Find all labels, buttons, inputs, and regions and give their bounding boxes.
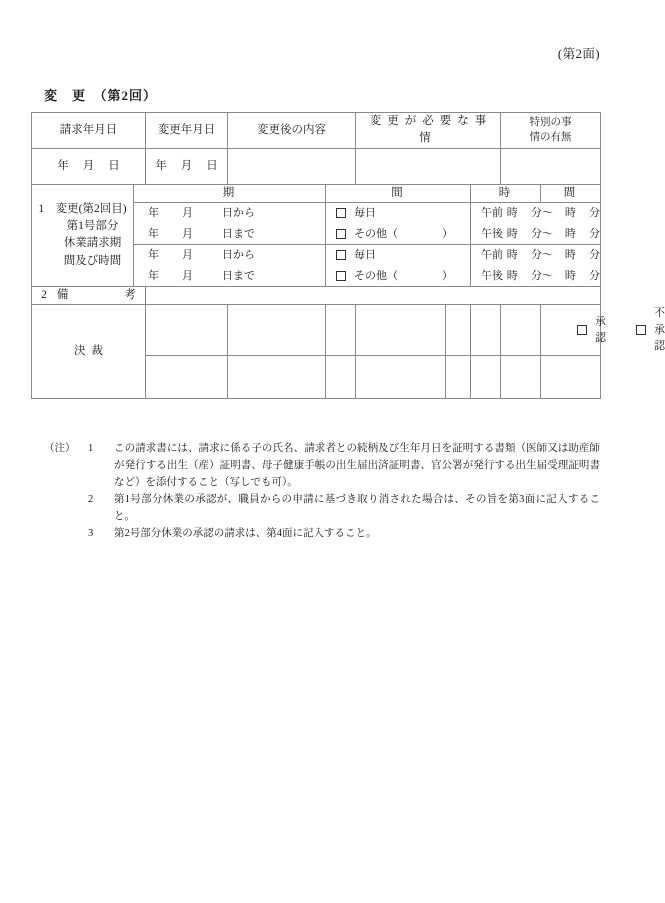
note-text: 第2号部分休業の承認の請求は、第4面に記入すること。	[114, 528, 377, 539]
note-number: 1	[88, 443, 94, 454]
time-1-pm-min2: 分	[588, 227, 600, 240]
frequency-1-other[interactable]	[326, 224, 470, 245]
time-2-am-hour2: 時	[564, 249, 576, 261]
leave-period-1-from	[134, 203, 325, 224]
change-content-field[interactable]	[228, 148, 356, 184]
period-2-to-day: 日まで	[222, 269, 255, 282]
approval-signature-cell-2[interactable]	[228, 355, 326, 398]
change-date-day: 日	[206, 159, 218, 172]
approval-disapprove-option[interactable]	[636, 305, 665, 355]
frequency-2-other-label: その他（ ）	[354, 269, 453, 282]
approval-label: 決裁	[32, 305, 146, 399]
time-2-pm-hour2: 時	[564, 269, 576, 282]
time-header-left: 時	[471, 184, 541, 202]
approval-approve-option[interactable]	[577, 314, 606, 347]
section-title: 変 更 （第2回）	[44, 88, 158, 103]
note-item	[44, 525, 600, 542]
time-1-pm-hour1: 時	[506, 227, 518, 240]
time-1-am-min2: 分	[588, 207, 600, 219]
time-2-am-min1: 分〜	[530, 249, 553, 261]
approval-stamp-cell-1[interactable]	[146, 305, 228, 356]
time-1-am	[471, 203, 600, 224]
approval-stamp-cell-3[interactable]	[326, 305, 356, 356]
time-1-pm	[471, 224, 600, 245]
time-2-pm-min2: 分	[588, 269, 600, 282]
approval-signature-cell-5[interactable]	[446, 355, 471, 398]
period-2-to-year: 年	[148, 269, 159, 282]
claim-date-field[interactable]	[32, 148, 146, 184]
header-special-line2: 情の有無	[529, 132, 572, 144]
leave-period-1[interactable]	[134, 203, 326, 245]
period-1-to-day: 日まで	[222, 227, 255, 240]
time-1-am-hour1: 時	[506, 207, 518, 219]
time-2-am	[471, 245, 600, 266]
time-1-pm-min1: 分〜	[530, 227, 553, 240]
leave-label-line2: 第1号部分	[66, 220, 119, 233]
period-1-to-month: 月	[182, 227, 193, 240]
leave-frequency-1[interactable]	[326, 203, 471, 245]
period-2-from-day: 日から	[222, 249, 255, 261]
change-date-field[interactable]	[146, 148, 228, 184]
time-2-pm-hour1: 時	[506, 269, 518, 282]
leave-frequency-2[interactable]	[326, 245, 471, 287]
time-2-pm-min1: 分〜	[530, 269, 553, 282]
notes-tag: （注）	[44, 443, 76, 454]
change-request-form-table	[31, 112, 665, 399]
leave-label-line1: 1 変更(第2回目)	[38, 202, 127, 215]
approval-signature-cell-1[interactable]	[146, 355, 228, 398]
period-2-from-year: 年	[148, 249, 159, 261]
approval-signature-cell-8[interactable]	[541, 355, 601, 398]
frequency-2-daily-label: 毎日	[354, 249, 376, 261]
period-1-from-day: 日から	[222, 207, 255, 219]
period-header-right: 間	[326, 184, 471, 202]
time-2-am-label: 午前	[481, 249, 503, 261]
time-2-pm-label: 午後	[481, 269, 503, 282]
remarks-label	[32, 287, 146, 305]
checkbox-icon[interactable]	[336, 250, 346, 260]
time-1-am-min1: 分〜	[530, 207, 553, 219]
header-change-date: 変更年月日	[146, 113, 228, 149]
time-2-am-min2: 分	[588, 249, 600, 261]
table-header-row	[32, 113, 601, 149]
approval-stamp-cell-7[interactable]	[501, 305, 541, 356]
checkbox-icon[interactable]	[577, 325, 587, 335]
page-marker: (第2面)	[557, 47, 600, 61]
approval-stamp-cell-2[interactable]	[228, 305, 326, 356]
note-text: この請求書には、請求に係る子の氏名、請求者との続柄及び生年月日を証明する書類（医師又は助産師が発行する出生（産）証明書、母子健康手帳の出生届出済証明書、官公署が発行する出生届受理証明書など）を添付すること（写しでも可）。	[114, 443, 600, 488]
period-1-from-year: 年	[148, 207, 159, 219]
approval-decision-options[interactable]	[541, 305, 665, 356]
remarks-row	[32, 287, 601, 305]
leave-label-line4: 間及び時間	[63, 254, 122, 267]
change-reason-field[interactable]	[356, 148, 501, 184]
special-circumstances-field[interactable]	[501, 148, 601, 184]
checkbox-icon[interactable]	[336, 229, 346, 239]
remarks-label-a: 備	[56, 289, 69, 301]
notes-section	[44, 440, 600, 542]
leave-section-header-row	[32, 184, 601, 202]
period-header-left: 期	[134, 184, 326, 202]
time-2-pm	[471, 266, 600, 287]
approval-stamp-cell-6[interactable]	[471, 305, 501, 356]
frequency-1-other-label: その他（ ）	[354, 227, 453, 240]
time-2-am-hour1: 時	[506, 249, 518, 261]
checkbox-icon[interactable]	[336, 208, 346, 218]
period-1-from-month: 月	[182, 207, 193, 219]
time-header-right: 間	[541, 184, 601, 202]
claim-date-year: 年	[57, 159, 69, 172]
checkbox-icon[interactable]	[336, 271, 346, 281]
header-change-content: 変更後の内容	[228, 113, 356, 149]
leave-time-2[interactable]	[471, 245, 601, 287]
remarks-field[interactable]	[146, 287, 601, 305]
approval-approve-label: 承認	[595, 315, 606, 344]
leave-label-line3: 休業請求期	[63, 237, 122, 250]
note-text: 第1号部分休業の承認が、職員からの申請に基づき取り消された場合は、その旨を第3面に記入すること。	[114, 494, 600, 522]
period-1-to-year: 年	[148, 227, 159, 240]
header-claim-date: 請求年月日	[32, 113, 146, 149]
leave-period-2-from	[134, 245, 325, 266]
note-number: 2	[88, 494, 94, 505]
checkbox-icon[interactable]	[636, 325, 646, 335]
leave-period-2[interactable]	[134, 245, 326, 287]
time-1-am-hour2: 時	[564, 207, 576, 219]
header-special-circumstances	[501, 113, 601, 149]
date-entry-row	[32, 148, 601, 184]
leave-period-2-to	[134, 266, 325, 287]
claim-date-month: 月	[82, 159, 95, 172]
time-1-pm-label: 午後	[481, 227, 503, 240]
note-number: 3	[88, 528, 94, 539]
frequency-2-other[interactable]	[326, 266, 470, 287]
approval-stamp-cell-5[interactable]	[446, 305, 471, 356]
period-2-to-month: 月	[182, 269, 193, 282]
frequency-1-daily-label: 毎日	[354, 207, 376, 219]
approval-signature-cell-4[interactable]	[356, 355, 446, 398]
time-1-am-label: 午前	[481, 207, 503, 219]
note-item	[44, 491, 600, 525]
change-date-month: 月	[180, 159, 193, 172]
approval-stamp-cell-4[interactable]	[356, 305, 446, 356]
header-special-line1: 特別の事	[529, 116, 572, 128]
approval-signature-cell-7[interactable]	[501, 355, 541, 398]
time-1-pm-hour2: 時	[564, 227, 576, 240]
note-item	[44, 440, 600, 491]
approval-decision-row	[32, 305, 601, 356]
approval-signature-cell-3[interactable]	[326, 355, 356, 398]
approval-signature-cell-6[interactable]	[471, 355, 501, 398]
period-2-from-month: 月	[182, 249, 193, 261]
leave-period-1-to	[134, 224, 325, 245]
remarks-number: 2	[41, 289, 47, 301]
frequency-1-daily[interactable]	[326, 203, 470, 224]
change-date-year: 年	[155, 159, 167, 172]
frequency-2-daily[interactable]	[326, 245, 470, 266]
approval-disapprove-label: 不承認	[654, 307, 665, 353]
claim-date-day: 日	[108, 159, 120, 172]
remarks-label-b: 考	[124, 289, 136, 301]
leave-section-label	[32, 184, 134, 286]
header-change-reason: 変更が必要な事情	[356, 113, 501, 149]
leave-time-1[interactable]	[471, 203, 601, 245]
